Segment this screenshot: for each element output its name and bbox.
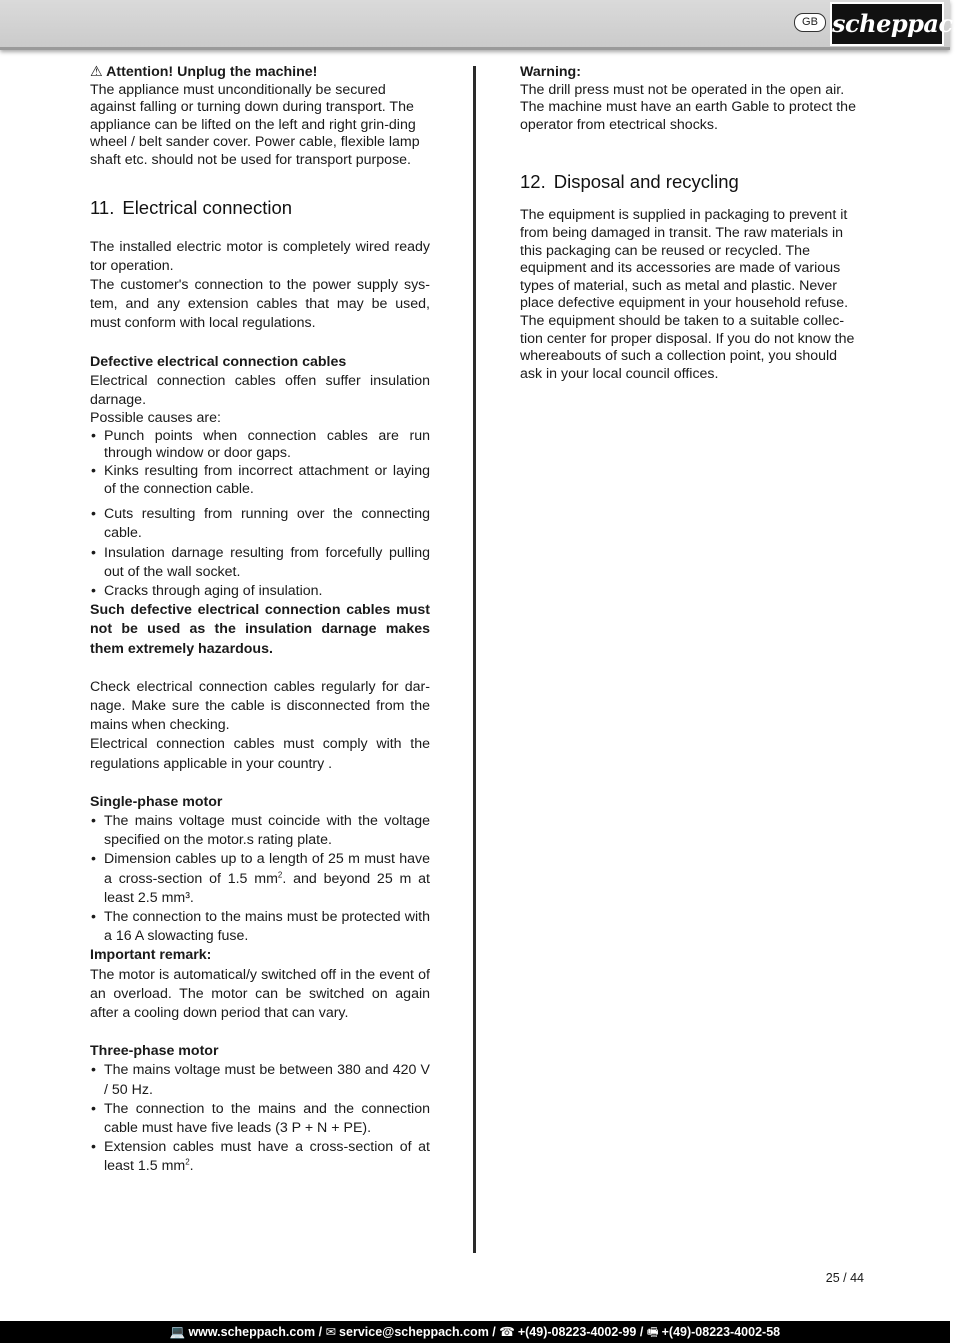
list-item: • Kinks resulting from incorrect attachment or laying of the connection cable. bbox=[90, 463, 430, 498]
list-item: • The connection to the mains must be protected with a 16 A slowacting fuse. bbox=[90, 908, 430, 946]
phone-icon: ☎ bbox=[499, 1325, 515, 1339]
page-number: 25 / 44 bbox=[825, 1271, 864, 1285]
section-11-heading: 11. Electrical connection bbox=[90, 196, 293, 218]
scheppach-logo: scheppach bbox=[830, 2, 944, 46]
page-footer bbox=[0, 1321, 950, 1343]
three-phase-heading: Three-phase motor bbox=[90, 1043, 219, 1060]
disposal-text: The equipment is supplied in packaging to prevent it from being damaged in transit. The raw materials in this packaging can be reused or recycled. The equipment and its accessories are made of various types of material, such as metal and plastic. Never place defective equipment in your household refuse. The equipment should be taken to a suitable collec-tion center for proper disposal. If you do not know the whereabouts of such a collection point, you should ask in your local council offices. bbox=[520, 207, 855, 382]
single-phase-heading: Single-phase motor bbox=[90, 793, 223, 810]
website-link[interactable]: www.scheppach.com bbox=[188, 1325, 316, 1339]
footer-separator: / bbox=[639, 1325, 644, 1339]
intro-paragraph-2: The customer's connection to the power supply sys-tem, and any extension cables that may be used, must conform with local regulations. bbox=[90, 276, 430, 332]
check-paragraph-2: Electrical connection cables must comply with the regulations applicable in your country . bbox=[90, 736, 430, 772]
defective-cables-heading: Defective electrical connection cables bbox=[90, 353, 347, 370]
check-paragraph-1: Check electrical connection cables regularly for dar-nage. Make sure the cable is disconnected from the mains when checking. bbox=[90, 678, 430, 734]
left-column bbox=[90, 64, 430, 1177]
list-item: • The connection to the mains and the connection cable must have five leads (3 P + N + PE). bbox=[90, 1100, 430, 1138]
list-item: • The mains voltage must be between 380 and 420 V / 50 Hz. bbox=[90, 1061, 430, 1099]
hazard-warning: Such defective electrical connection cables must not be used as the insulation darnage makes them extremely hazardous. bbox=[90, 602, 430, 657]
right-column bbox=[520, 64, 860, 383]
language-badge: GB bbox=[794, 13, 826, 32]
computer-icon: 💻 bbox=[169, 1325, 186, 1339]
important-remark-heading: Important remark: bbox=[90, 947, 212, 964]
fax-icon: 🖷 bbox=[646, 1325, 659, 1339]
defective-cables-text: Electrical connection cables offen suffer insulation darnage. bbox=[90, 372, 430, 408]
phone-number: +(49)-08223-4002-99 bbox=[517, 1325, 637, 1339]
list-item: • Extension cables must have a cross-section of at least 1.5 $mm^2$. bbox=[90, 1138, 430, 1176]
list-item: • The mains voltage must coincide with the voltage specified on the motor.s rating plate. bbox=[90, 812, 430, 850]
causes-label: Possible causes are: bbox=[90, 410, 221, 427]
attention-heading: ⚠ Attention! Unplug the machine! bbox=[90, 64, 318, 80]
column-divider bbox=[473, 66, 476, 1253]
page-header bbox=[0, 0, 970, 50]
three-phase-list bbox=[90, 1061, 430, 1176]
email-link[interactable]: service@scheppach.com bbox=[339, 1325, 489, 1339]
footer-separator: / bbox=[318, 1325, 323, 1339]
list-item: • Dimension cables up to a length of 25 m must have a cross-section of 1.5 $mm^2$. and beyond 25 m at least 2.5 mm³. bbox=[90, 850, 430, 908]
causes-list bbox=[90, 428, 430, 601]
mail-icon: ✉ bbox=[325, 1325, 337, 1339]
list-item: • Insulation darnage resulting from forcefully pulling out of the wall socket. bbox=[90, 544, 430, 582]
list-item: • Cracks through aging of insulation. bbox=[90, 582, 430, 601]
single-phase-list bbox=[90, 812, 430, 946]
intro-paragraph-1: The installed electric motor is completely wired ready tor operation. bbox=[90, 238, 430, 274]
attention-text: The appliance must unconditionally be secured against falling or turning down during transport. The appliance can be lifted on the left and right grin-ding wheel / belt sander cover. Power cable, flexible lamp shaft etc. should not be used for transport purpose. bbox=[90, 81, 420, 168]
fax-number: +(49)-08223-4002-58 bbox=[661, 1325, 781, 1339]
warning-triangle-icon: ⚠ bbox=[90, 64, 103, 80]
section-12-heading: 12. Disposal and recycling bbox=[520, 171, 739, 193]
warning-heading: Warning: bbox=[520, 64, 581, 80]
footer-separator: / bbox=[492, 1325, 496, 1339]
important-remark-text: The motor is automatical/y switched off in the event of an overload. The motor can be switched on again after a cooling down period that can vary. bbox=[90, 966, 430, 1022]
list-item: • Cuts resulting from running over the connecting cable. bbox=[90, 505, 430, 543]
list-item: • Punch points when connection cables are run through window or door gaps. bbox=[90, 428, 430, 463]
warning-text: The drill press must not be operated in the open air. The machine must have an earth Gable to protect the operator from etectrical shocks. bbox=[520, 81, 856, 133]
